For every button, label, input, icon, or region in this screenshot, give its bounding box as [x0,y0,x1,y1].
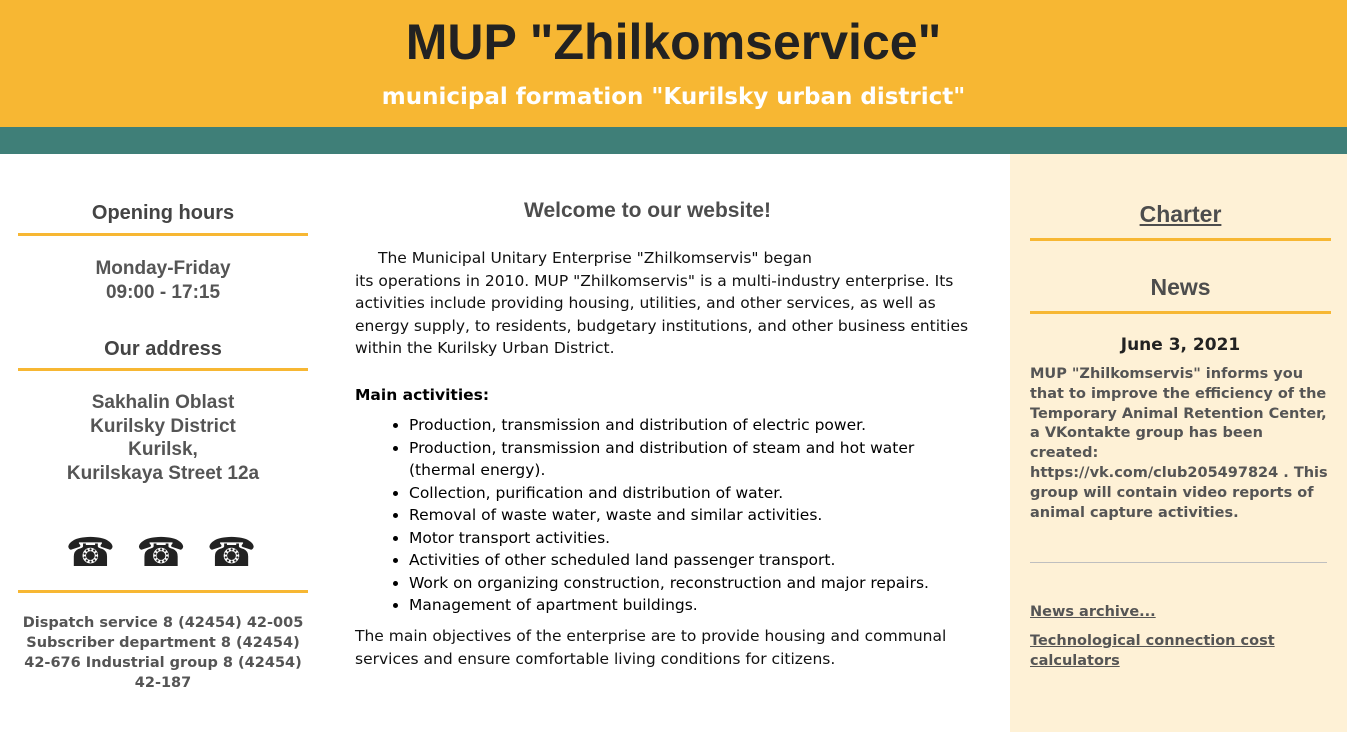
site-title: MUP "Zhilkomservice" [405,14,942,70]
phone-icons [18,530,308,576]
site-header [0,0,1347,127]
contacts-block [18,613,308,693]
list-item: • Management of apartment buildings. [409,594,985,617]
divider [18,233,308,236]
address-block [18,391,308,485]
news-text-after: . This group will contain video reports of animal capture activities. [1030,464,1328,521]
phone-icon: ☎ [206,530,261,576]
phone-icon: ☎ [136,530,190,576]
list-item: • Work on organizing construction, reconstruction and major repairs. [409,572,985,595]
list-item: • Production, transmission and distribution of steam and hot water (thermal energy). [409,437,985,482]
intro-paragraph [355,247,985,360]
hours-days: Monday-Friday [95,258,231,279]
activities-heading: Main activities: [355,386,490,404]
divider [18,368,308,371]
list-item: • Activities of other scheduled land passenger transport. [409,549,985,572]
welcome-heading: Welcome to our website! [524,199,771,222]
cost-calculators-link[interactable]: Technological connection cost calculators [1030,633,1275,669]
site-subtitle: municipal formation "Kurilsky urban district" [381,84,966,110]
hours-time: 09:00 - 17:15 [105,282,221,303]
address-heading: Our address [104,338,222,360]
objectives-paragraph: The main objectives of the enterprise are to provide housing and communal services and ensure comfortable living conditions for citizens. [355,627,947,668]
news-text-before: MUP "Zhilkomservis" informs you that to improve the efficiency of the Temporary Animal Retention Center, a VKontakte group has been created: [1030,366,1327,462]
contact-line: 42-187 [134,675,192,691]
list-item: • Removal of waste water, waste and similar activities. [409,504,985,527]
list-item: • Collection, purification and distribution of water. [409,482,985,505]
right-sidebar [1010,154,1347,732]
address-line: Kurilsky District [90,415,236,437]
header-divider-bar [0,127,1347,154]
address-line: Kurilskaya Street 12a [66,462,260,484]
news-heading: News [1150,274,1211,300]
contact-line: Dispatch service 8 (42454) 42-005 [22,615,304,631]
divider [18,590,308,593]
divider [1030,562,1327,563]
address-line: Sakhalin Oblast [91,392,235,413]
vk-group-link[interactable]: https://vk.com/club205497824 [1030,464,1279,481]
intro-first-line: The Municipal Unitary Enterprise "Zhilkomservis" began [378,249,812,267]
divider [1030,238,1331,241]
news-date: June 3, 2021 [1120,335,1241,355]
contact-line: Subscriber department 8 (42454) [26,635,300,651]
address-line: Kurilsk, [128,439,198,460]
hours-heading: Opening hours [91,202,235,224]
divider [1030,311,1331,314]
list-item: • Motor transport activities. [409,527,985,550]
news-archive-link[interactable]: News archive... [1030,604,1156,620]
charter-link[interactable]: Charter [1139,201,1222,227]
phone-icon: ☎ [65,530,120,576]
contact-line: 42-676 Industrial group 8 (42454) [24,655,302,671]
list-item: • Production, transmission and distribution of electric power. [409,414,985,437]
news-item-text [1030,365,1330,523]
activities-list [355,414,985,617]
intro-text: its operations in 2010. MUP "Zhilkomservis" is a multi-industry enterprise. Its activities include providing housing, utilities, and other services, as well as energy supply, to residents, budgetary institutions, and other business entities within the Kurilsky Urban District. [355,271,969,358]
